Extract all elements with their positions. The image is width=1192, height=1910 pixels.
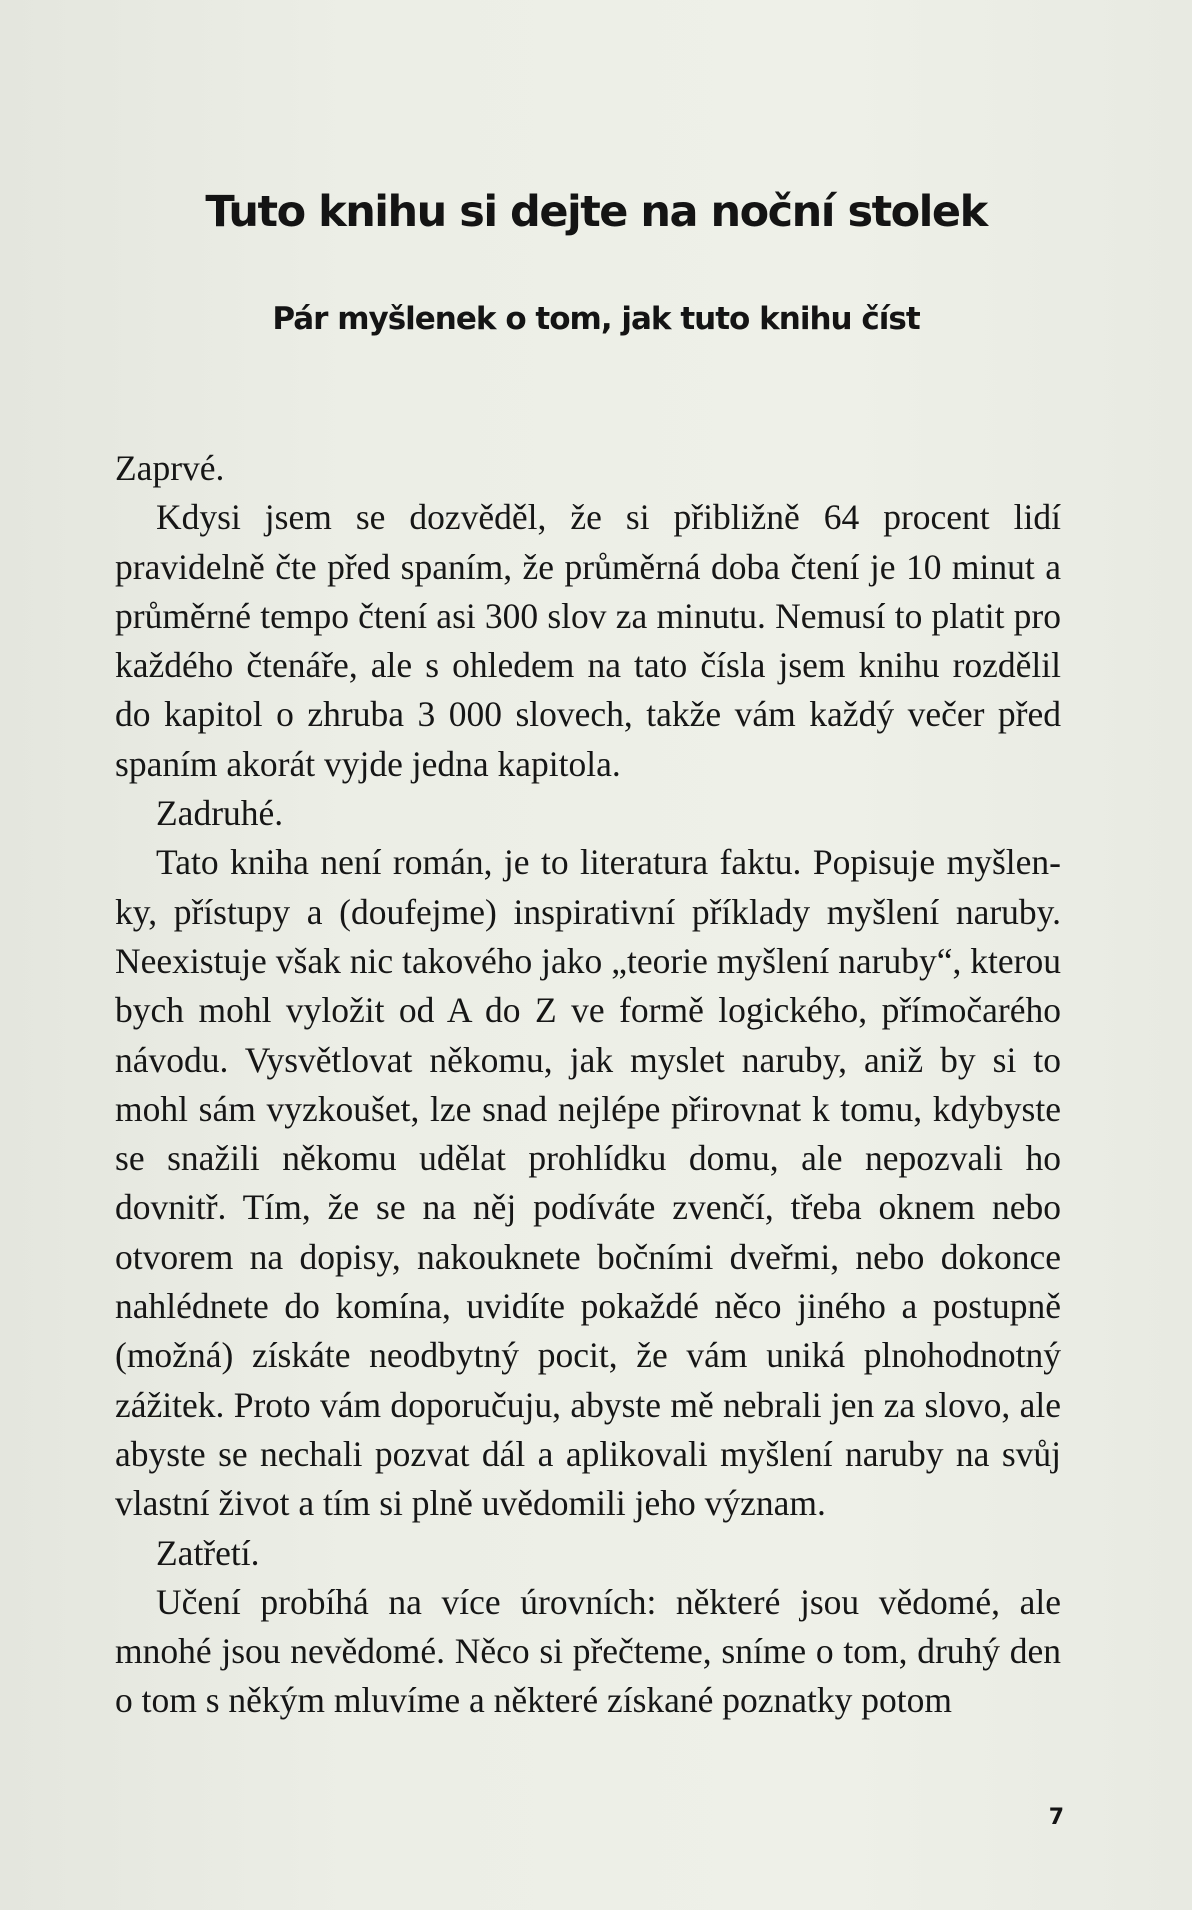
chapter-subtitle: Pár myšlenek o tom, jak tuto knihu číst	[272, 301, 920, 337]
page-number: 7	[1048, 1805, 1064, 1830]
chapter-title: Tuto knihu si dejte na noční stolek	[205, 187, 987, 237]
paragraph: Zadruhé.	[156, 793, 284, 834]
paragraph: Zatřetí.	[156, 1532, 260, 1573]
paragraph: Učení probíhá na více úrovních: některé jsou vědomé, ale mnohé jsou nevědomé. Něco si přečteme, sníme o tom, druhý den o tom s někým mluvíme a některé získané poznatky potom	[115, 1581, 1061, 1721]
paragraph: Kdysi jsem se dozvěděl, že si přibližně 64 procent lidí pravidelně čte před spaním, že průměrná doba čtení je 10 minut a průměrné tempo čtení asi 300 slov za minutu. Nemusí to platit pro každého čtenáře, ale s ohledem na tato čísla jsem knihu rozdělil do kapitol o zhruba 3 000 slovech, takže vám každý večer před spaním akorát vyjde jedna kapitola.	[115, 497, 1061, 784]
paragraph: Tato kniha není román, je to literatura faktu. Popisuje myšlenky, přístupy a (doufejme) inspirativní příklady myšlení naruby. Neexistuje však nic takového jako „teorie myšlení naruby“, kterou bych mohl vyložit od A do Z ve formě logického, přímočarého návodu. Vysvětlovat někomu, jak myslet naruby, aniž by si to mohl sám vyzkoušet, lze snad nejlépe přirovnat k tomu, kdybyste se snažili někomu udělat prohlídku domu, ale nepozvali ho dovnitř. Tím, že se na něj podíváte zvenčí, třeba oknem nebo otvorem na dopisy, nakouknete bočními dveřmi, nebo dokonce nahlédnete do komína, uvidíte pokaždé něco jiného a postupně (možná) získáte neodbytný pocit, že vám uniká plnohodnotný zážitek. Proto vám doporučuju, abyste mě nebrali jen za slovo, ale abyste se nechali pozvat dál a aplikovali myšlení naruby na svůj vlastní život a tím si plně uvědomili jeho význam.	[115, 842, 1061, 1524]
body-text	[115, 444, 1061, 1726]
paragraph: Zaprvé.	[115, 448, 225, 488]
